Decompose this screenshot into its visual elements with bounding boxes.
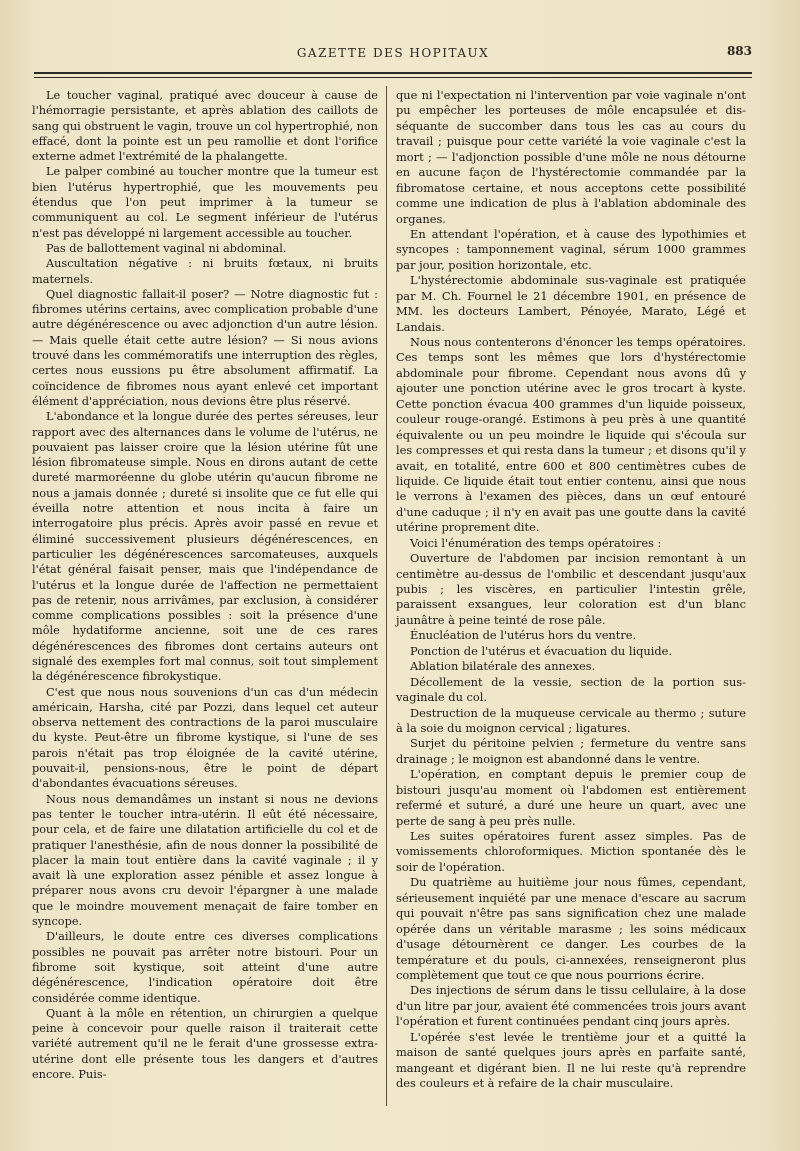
paragraph: Le toucher vaginal, pratiqué avec douceur à cause de l'hémorragie persistante, et après ablation des caillots de sang qui obstruent le vagin, trouve un col hypertrophié, non effacé, dont la pointe est un peu ramollie et dont l'orifice externe admet l'extrémité de la phalangette. [32, 89, 378, 164]
paragraph: Le palper combiné au toucher montre que la tumeur est bien l'utérus hypertrophié, que les mouvements peu étendus que l'on peut imprimer à la tumeur se communiquent au col. Le segment inférieur de l'utérus n'est pas développé ni largement accessible au toucher. [32, 165, 378, 240]
paragraph: Du quatrième au huitième jour nous fûmes, cependant, sérieusement inquiété par une menace d'escare au sacrum qui pouvait n'être pas sans signification chez une malade opérée dans un véritable marasme ; les soins médicaux d'usage détournèrent ce danger. Les courbes de la température et du pouls, ci-annexées, renseigneront plus complètement que tout ce que nous pourrions écrire. [396, 875, 746, 982]
page-header [34, 44, 752, 66]
paragraph: Ponction de l'utérus et évacuation du liquide. [410, 643, 673, 658]
paragraph: L'opération, en comptant depuis le premier coup de bistouri jusqu'au moment où l'abdomen est entièrement refermé et suturé, a duré une heure un quart, avec une perte de sang à peu près nulle. [396, 767, 746, 828]
paragraph: En attendant l'opération, et à cause des lypothimies et syncopes : tamponnement vaginal, sérum 1000 grammes par jour, position horizontale, etc. [396, 226, 746, 272]
paragraph: Les suites opératoires furent assez simples. Pas de vomissements chloroformiques. Miction spontanée dès le soir de l'opération. [396, 829, 746, 874]
left-column [32, 88, 378, 1082]
paragraph: Quel diagnostic fallait-il poser? — Notre diagnostic fut : fibromes utérins certains, avec complication probable d'une autre dégénérescence ou avec adjonction d'un autre lésion. — Mais quelle était cette autre lésion? — Si nous avions trouvé dans les commémoratifs une interruption des règles, certes nous eussions pu être absolument affirmatif. La coïncidence de fibromes nous ayant enlevé cet important élément d'appréciation, nous devions être plus réservé. [32, 287, 378, 408]
paragraph: Ablation bilatérale des annexes. [410, 659, 596, 674]
journal-title: GAZETTE DES HOPITAUX [296, 46, 490, 60]
paragraph: Pas de ballottement vaginal ni abdominal. [46, 241, 287, 255]
paragraph: Surjet du péritoine pelvien ; fermeture du ventre sans drainage ; le moignon est abandonné dans le ventre. [396, 736, 746, 766]
page-number: 883 [726, 44, 752, 58]
paragraph: D'ailleurs, le doute entre ces diverses complications possibles ne pouvait pas arrêter notre bistouri. Pour un fibrome soit kystique, soit atteint d'une autre dégénérescence, l'indication opératoire doit être considérée comme identique. [32, 930, 378, 1005]
paragraph: que ni l'expectation ni l'intervention par voie vaginale n'ont pu empêcher les porteuses de môle encapsulée et dis-séquante de succomber dans tous les cas au cours du travail ; puisque pour cette variété la voie vaginale c'est la mort ; — l'adjonction possible d'une môle ne nous détourne en aucune façon de l'hystérectomie commandée par la fibromatose certaine, et nous acceptons cette possibilité comme une indication de plus à l'ablation abdominale des organes. [396, 88, 746, 226]
header-rule-thin [34, 77, 752, 78]
paragraph: L'hystérectomie abdominale sus-vaginale est pratiquée par M. Ch. Fournel le 21 décembre 1901, en présence de MM. les docteurs Lambert, Pénoyée, Marato, Légé et Landais. [396, 273, 746, 334]
paragraph: Quant à la môle en rétention, un chirurgien a quelque peine à concevoir pour quelle raison il traiterait cette variété autrement qu'il ne le ferait d'une grossesse extra-utérine dont elle présente tous les dangers et d'autres encore. Puis- [32, 1006, 378, 1081]
paragraph: Nous nous demandâmes un instant si nous ne devions pas tenter le toucher intra-utérin. Il eût été nécessaire, pour cela, et de faire une dilatation artificielle du col et de pratiquer l'anesthésie, afin de nous donner la possibilité de placer la main tout entière dans la cavité vaginale ; il y avait là une exploration assez pénible et assez longue à préparer nous avons cru devoir l'épargner à une malade que le moindre mouvement menaçait de faire tomber en syncope. [32, 792, 378, 929]
paragraph: Ouverture de l'abdomen par incision remontant à un centimètre au-dessus de l'ombilic et descendant jusqu'aux pubis ; les viscères, en particulier l'intestin grêle, paraissent exsangues, leur coloration est d'un blanc jaunâtre à peine teinté de rose pâle. [396, 551, 746, 627]
paragraph: Énucléation de l'utérus hors du ventre. [410, 628, 637, 643]
paragraph: Auscultation négative : ni bruits fœtaux, ni bruits maternels. [32, 257, 378, 286]
paragraph: Décollement de la vessie, section de la portion sus-vaginale du col. [396, 674, 746, 705]
paragraph: L'opérée s'est levée le trentième jour et a quitté la maison de santé quelques jours après en parfaite santé, mangeant et digérant bien. Il ne lui reste qu'à reprendre des couleurs et à refaire de la chair musculaire. [396, 1029, 746, 1090]
paragraph: Voici l'énumération des temps opératoires : [410, 535, 662, 550]
paragraph: Des injections de sérum dans le tissu cellulaire, à la dose d'un litre par jour, avaient été commencées trois jours avant l'opération et furent continuées pendant cinq jours après. [396, 983, 746, 1029]
paragraph: Nous nous contenterons d'énoncer les temps opératoires. Ces temps sont les mêmes que lors d'hystérectomie abdominale pour fibrome. Cependant nous avons dû y ajouter une ponction utérine avec le gros trocart à kyste. Cette ponction évacua 400 grammes d'un liquide poisseux, couleur rouge-orangé. Estimons à peu près à une quantité équivalente ou un peu moindre le liquide qui s'écoula sur les compresses et qui resta dans la tumeur ; et disons qu'il y avait, en totalité, entre 600 et 800 centimètres cubes de liquide. Ce liquide était tout entier contenu, ainsi que nous le verrons à l'examen des pièces, dans un œuf entouré d'une caduque ; il n'y en avait pas une goutte dans la cavité utérine proprement dite. [396, 335, 746, 535]
header-rule-thick [34, 72, 752, 74]
paragraph: C'est que nous nous souvenions d'un cas d'un médecin américain, Harsha, cité par Pozzi, dans lequel cet auteur observa nettement des contractions de la paroi musculaire du kyste. Peut-être un fibrome kystique, si l'une de ses parois n'était pas trop éloignée de la cavité utérine, pouvait-il, pensions-nous, être le point de départ d'abondantes évacuations séreuses. [32, 685, 378, 791]
paragraph: Destruction de la muqueuse cervicale au thermo ; suture à la soie du moignon cervical ; ligatures. [396, 705, 746, 735]
paragraph: L'abondance et la longue durée des pertes séreuses, leur rapport avec des alternances dans le volume de l'utérus, ne pouvaient pas laisser croire que la lésion utérine fût une lésion fibromateuse simple. Nous en dirons autant de cette dureté marmoréenne du globe utérin qu'aucun fibrome ne nous a jamais donnée ; dureté si insolite que ce fut elle qui éveilla notre attention et nous incita à faire un interrogatoire plus précis. Après avoir passé en revue et éliminé successivement plusieurs dégénérescences, en particulier les dégénérescences sarcomateuses, auxquels l'état général faisait penser, mais que l'indépendance de l'utérus et la longue durée de l'affection ne permettaient pas de retenir, nous arrivâmes, par exclusion, à considérer comme complications possibles : soit la présence d'une môle hydatiforme ancienne, soit une de ces rares dégénérescences des fibromes dont certains auteurs ont signalé des exemples fort mal connus, soit tout simplement la dégénérescence fibrokystique. [32, 410, 378, 684]
right-column [396, 88, 746, 1091]
column-divider [386, 86, 387, 1106]
